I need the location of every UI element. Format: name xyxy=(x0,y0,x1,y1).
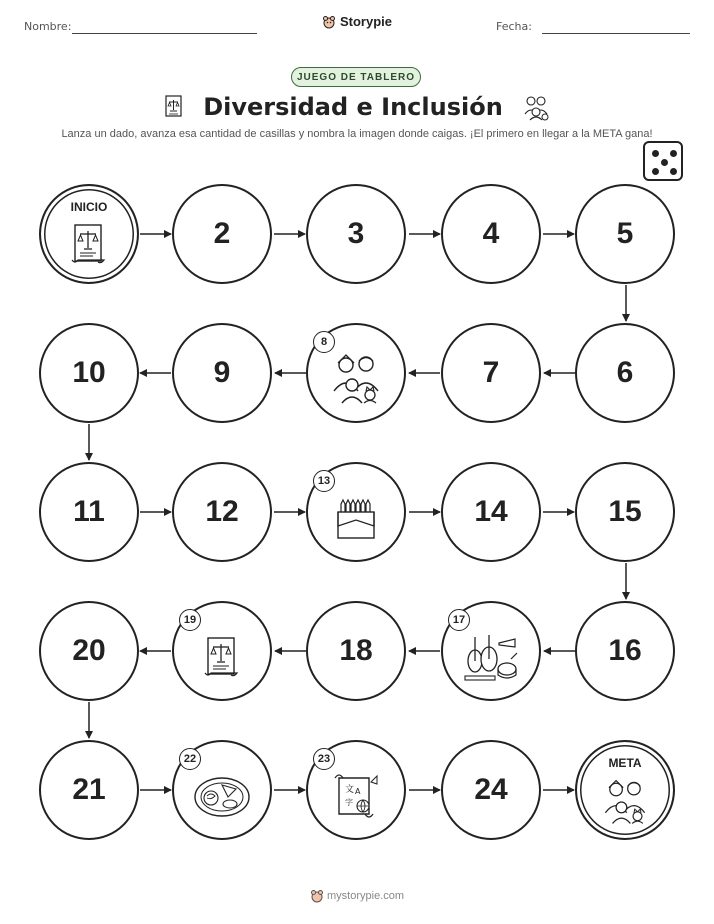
board-cell-end xyxy=(575,740,675,840)
diverse-friends-icon xyxy=(599,777,651,827)
board-cell-16: 16 xyxy=(575,601,675,701)
board-cell-12: 12 xyxy=(172,462,272,562)
board-cell-7: 7 xyxy=(441,323,541,423)
board-cell-15: 15 xyxy=(575,462,675,562)
musical-instruments-icon xyxy=(461,631,521,683)
language-scroll-icon xyxy=(331,772,381,820)
svg-text:文: 文 xyxy=(345,784,355,795)
svg-text:A: A xyxy=(355,786,361,796)
board-cell-13 xyxy=(306,462,406,562)
diverse-friends-icon xyxy=(328,351,384,407)
page-title: Diversidad e Inclusión xyxy=(203,93,503,121)
board-cell-19 xyxy=(172,601,272,701)
name-label: Nombre: xyxy=(24,20,72,33)
cell-number-badge: 8 xyxy=(313,331,335,353)
board-cell-3: 3 xyxy=(306,184,406,284)
cell-number-badge: 17 xyxy=(448,609,470,631)
board-cell-9: 9 xyxy=(172,323,272,423)
board-cell-4: 4 xyxy=(441,184,541,284)
start-label: INICIO xyxy=(70,200,108,214)
justice-document-icon xyxy=(69,222,109,266)
brand-name: Storypie xyxy=(339,14,392,29)
board-cell-11: 11 xyxy=(39,462,139,562)
board-cell-start xyxy=(39,184,139,284)
footer xyxy=(0,889,714,903)
board-cell-6: 6 xyxy=(575,323,675,423)
board-cell-8 xyxy=(306,323,406,423)
board-cell-22 xyxy=(172,740,272,840)
board-cell-2: 2 xyxy=(172,184,272,284)
cell-number-badge: 19 xyxy=(179,609,201,631)
board-cell-24: 24 xyxy=(441,740,541,840)
end-label: META xyxy=(608,756,642,770)
cell-number-badge: 23 xyxy=(313,748,335,770)
cell-number-badge: 22 xyxy=(179,748,201,770)
board-cell-18: 18 xyxy=(306,601,406,701)
board-cell-5: 5 xyxy=(575,184,675,284)
cell-number-badge: 13 xyxy=(313,470,335,492)
board-cell-14: 14 xyxy=(441,462,541,562)
food-plate-icon xyxy=(192,773,252,819)
justice-document-icon xyxy=(202,635,242,679)
storypie-logo-icon xyxy=(310,889,324,903)
board-cell-23 xyxy=(306,740,406,840)
board-cell-20: 20 xyxy=(39,601,139,701)
game-type-tag: JUEGO DE TABLERO xyxy=(291,67,421,87)
date-label: Fecha: xyxy=(496,20,532,33)
footer-url[interactable]: mystorypie.com xyxy=(327,889,405,902)
board-cell-21: 21 xyxy=(39,740,139,840)
crayon-box-icon xyxy=(333,496,379,540)
board-cell-10: 10 xyxy=(39,323,139,423)
svg-text:字: 字 xyxy=(345,797,353,807)
instructions: Lanza un dado, avanza esa cantidad de casillas y nombra la imagen donde caigas. ¡El primero en llegar a la META gana! xyxy=(61,128,653,140)
board-cell-17 xyxy=(441,601,541,701)
